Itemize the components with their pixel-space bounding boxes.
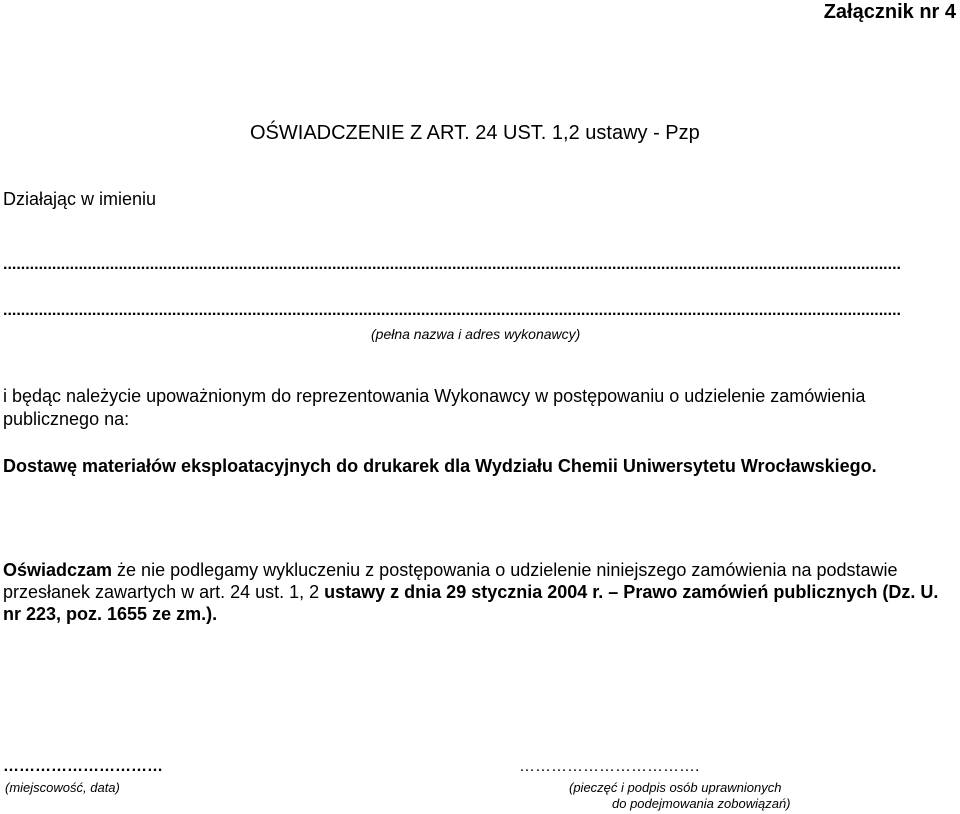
declaration-paragraph xyxy=(3,559,957,625)
procurement-subject: Dostawę materiałów eksploatacyjnych do drukarek dla Wydziału Chemii Uniwersytetu Wrocławskiego. xyxy=(3,456,877,476)
declaration-lead: Oświadczam xyxy=(3,560,113,580)
acting-on-behalf-label: Działając w imieniu xyxy=(3,189,157,209)
signature-caption-line-1: (pieczęć i podpis osób uprawnionych xyxy=(569,780,782,795)
document-title: OŚWIADCZENIE Z ART. 24 UST. 1,2 ustawy - Pzp xyxy=(250,122,700,144)
declaration-body: że nie podlegamy wykluczeniu z postępowania o udzielenie niniejszego zamówienia na podstawie przesłanek zawartych w art. 24 ust. 1, 2 xyxy=(3,560,898,602)
signature-caption-line-2: do podejmowania zobowiązań) xyxy=(612,796,791,811)
place-date-caption: (miejscowość, data) xyxy=(5,780,120,795)
contractor-fill-line-2: .......................................................................................................................................................................................................... xyxy=(3,302,901,319)
place-date-fill-line: ………………………… xyxy=(3,758,163,775)
declaration-legal-reference: ustawy z dnia 29 stycznia 2004 r. – Prawo zamówień publicznych (Dz. U. nr 223, poz. 1655 ze zm.). xyxy=(3,582,939,624)
contractor-fill-line-1: .......................................................................................................................................................................................................... xyxy=(3,256,901,273)
annex-label: Załącznik nr 4 xyxy=(823,1,956,23)
authorization-paragraph: i będąc należycie upoważnionym do reprezentowania Wykonawcy w postępowaniu o udzielenie zamówienia publicznego na: xyxy=(3,386,866,429)
contractor-caption: (pełna nazwa i adres wykonawcy) xyxy=(371,326,581,342)
signature-fill-line: ……………………………. xyxy=(519,758,700,775)
